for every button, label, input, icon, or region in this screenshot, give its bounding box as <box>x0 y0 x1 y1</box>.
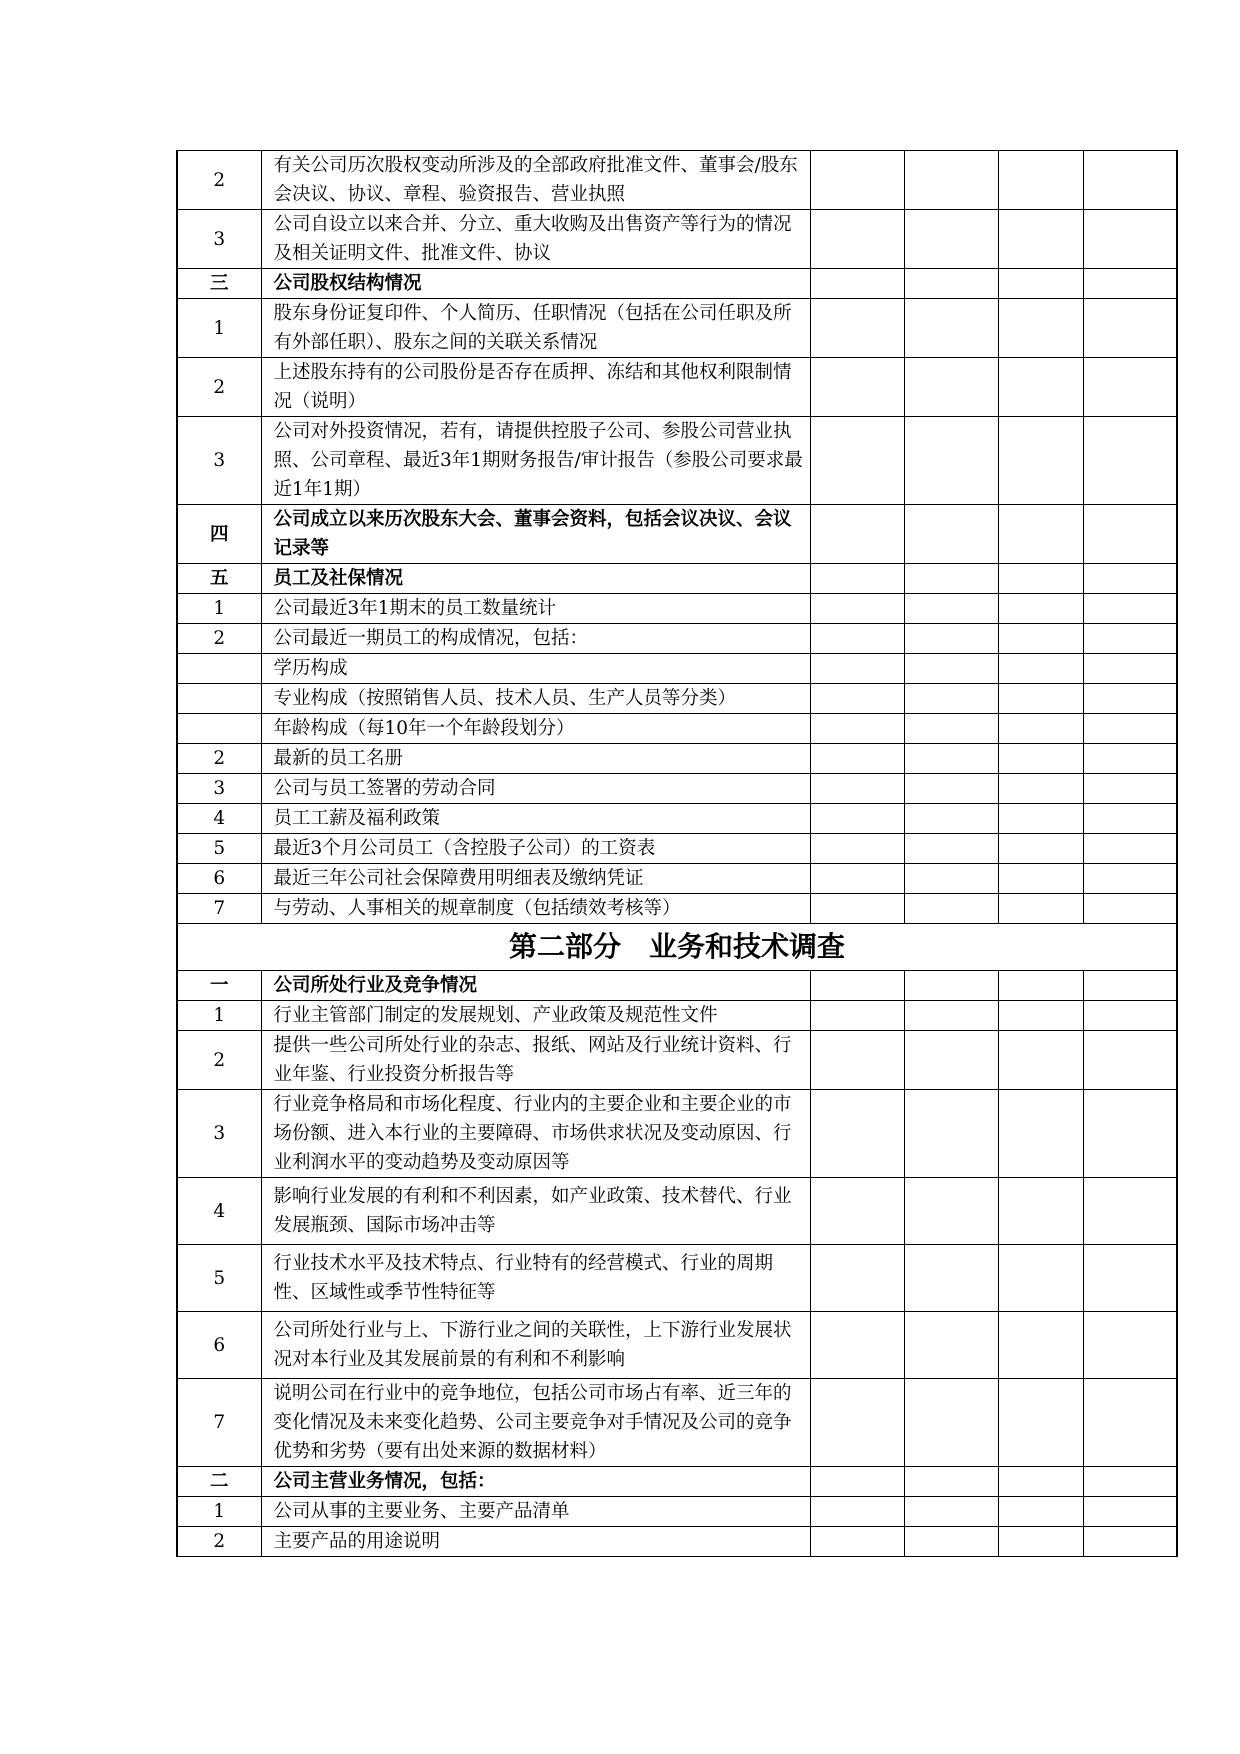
item-number: 5 <box>177 834 261 864</box>
table-row <box>177 1090 1177 1178</box>
part-title: 第二部分 业务和技术调查 <box>177 924 1177 971</box>
empty-cell <box>998 358 1083 417</box>
item-number: 7 <box>177 894 261 924</box>
table-row <box>177 594 1177 624</box>
empty-cell <box>810 358 904 417</box>
empty-cell <box>1083 894 1177 924</box>
item-number: 1 <box>177 1497 261 1527</box>
empty-cell <box>1083 774 1177 804</box>
empty-cell <box>810 1312 904 1379</box>
empty-cell <box>1083 804 1177 834</box>
item-text: 公司最近一期员工的构成情况，包括： <box>261 624 810 654</box>
empty-cell <box>998 1312 1083 1379</box>
empty-cell <box>904 358 998 417</box>
empty-cell <box>1083 1379 1177 1467</box>
item-number: 4 <box>177 804 261 834</box>
empty-cell <box>1083 1527 1177 1557</box>
item-number: 7 <box>177 1379 261 1467</box>
empty-cell <box>810 894 904 924</box>
item-number <box>177 714 261 744</box>
empty-cell <box>810 1245 904 1312</box>
empty-cell <box>810 654 904 684</box>
empty-cell <box>1083 1178 1177 1245</box>
item-number: 1 <box>177 1001 261 1031</box>
item-number: 6 <box>177 1312 261 1379</box>
item-text: 上述股东持有的公司股份是否存在质押、冻结和其他权利限制情况（说明） <box>261 358 810 417</box>
empty-cell <box>904 834 998 864</box>
item-text: 主要产品的用途说明 <box>261 1527 810 1557</box>
empty-cell <box>810 269 904 299</box>
empty-cell <box>904 1527 998 1557</box>
empty-cell <box>998 594 1083 624</box>
item-text: 影响行业发展的有利和不利因素，如产业政策、技术替代、行业发展瓶颈、国际市场冲击等 <box>261 1178 810 1245</box>
empty-cell <box>1083 299 1177 358</box>
empty-cell <box>904 1090 998 1178</box>
empty-cell <box>998 1031 1083 1090</box>
empty-cell <box>1083 714 1177 744</box>
empty-cell <box>810 1031 904 1090</box>
empty-cell <box>998 269 1083 299</box>
item-number: 2 <box>177 151 261 210</box>
empty-cell <box>904 1467 998 1497</box>
empty-cell <box>1083 594 1177 624</box>
item-number: 三 <box>177 269 261 299</box>
empty-cell <box>998 1245 1083 1312</box>
part-header-row <box>177 924 1177 971</box>
empty-cell <box>998 417 1083 505</box>
item-text: 行业技术水平及技术特点、行业特有的经营模式、行业的周期性、区域性或季节性特征等 <box>261 1245 810 1312</box>
item-text: 专业构成（按照销售人员、技术人员、生产人员等分类） <box>261 684 810 714</box>
item-text: 最近三年公司社会保障费用明细表及缴纳凭证 <box>261 864 810 894</box>
empty-cell <box>904 971 998 1001</box>
empty-cell <box>1083 684 1177 714</box>
item-number: 四 <box>177 505 261 564</box>
empty-cell <box>1083 1245 1177 1312</box>
empty-cell <box>1083 834 1177 864</box>
empty-cell <box>998 714 1083 744</box>
empty-cell <box>904 1312 998 1379</box>
empty-cell <box>998 564 1083 594</box>
table-row <box>177 1001 1177 1031</box>
document-table <box>176 150 1178 1557</box>
empty-cell <box>810 804 904 834</box>
section-title: 公司主营业务情况，包括： <box>261 1467 810 1497</box>
empty-cell <box>904 299 998 358</box>
item-number: 4 <box>177 1178 261 1245</box>
empty-cell <box>998 834 1083 864</box>
table-row <box>177 1379 1177 1467</box>
empty-cell <box>810 684 904 714</box>
item-number: 3 <box>177 774 261 804</box>
empty-cell <box>998 1527 1083 1557</box>
table-row <box>177 714 1177 744</box>
empty-cell <box>810 1527 904 1557</box>
empty-cell <box>904 269 998 299</box>
item-text: 行业竞争格局和市场化程度、行业内的主要企业和主要企业的市场份额、进入本行业的主要障碍、市场供求状况及变动原因、行业利润水平的变动趋势及变动原因等 <box>261 1090 810 1178</box>
table-row <box>177 1245 1177 1312</box>
empty-cell <box>1083 624 1177 654</box>
empty-cell <box>1083 864 1177 894</box>
empty-cell <box>998 971 1083 1001</box>
section-title: 公司股权结构情况 <box>261 269 810 299</box>
empty-cell <box>810 417 904 505</box>
empty-cell <box>810 299 904 358</box>
table-row <box>177 210 1177 269</box>
empty-cell <box>904 594 998 624</box>
table-row <box>177 417 1177 505</box>
table-row <box>177 1497 1177 1527</box>
empty-cell <box>904 744 998 774</box>
item-text: 最新的员工名册 <box>261 744 810 774</box>
empty-cell <box>810 1467 904 1497</box>
item-text: 说明公司在行业中的竞争地位，包括公司市场占有率、近三年的变化情况及未来变化趋势、公司主要竞争对手情况及公司的竞争优势和劣势（要有出处来源的数据材料） <box>261 1379 810 1467</box>
section-title: 员工及社保情况 <box>261 564 810 594</box>
empty-cell <box>810 1379 904 1467</box>
empty-cell <box>810 151 904 210</box>
item-text: 股东身份证复印件、个人简历、任职情况（包括在公司任职及所有外部任职）、股东之间的关联关系情况 <box>261 299 810 358</box>
empty-cell <box>998 1090 1083 1178</box>
empty-cell <box>1083 1001 1177 1031</box>
empty-cell <box>904 804 998 834</box>
empty-cell <box>1083 1090 1177 1178</box>
empty-cell <box>998 804 1083 834</box>
item-number: 2 <box>177 358 261 417</box>
empty-cell <box>1083 1312 1177 1379</box>
empty-cell <box>904 210 998 269</box>
empty-cell <box>904 684 998 714</box>
empty-cell <box>810 594 904 624</box>
empty-cell <box>904 894 998 924</box>
empty-cell <box>904 1178 998 1245</box>
item-text: 公司对外投资情况，若有，请提供控股子公司、参股公司营业执照、公司章程、最近3年1期财务报告/审计报告（参股公司要求最近1年1期） <box>261 417 810 505</box>
empty-cell <box>998 505 1083 564</box>
empty-cell <box>998 684 1083 714</box>
empty-cell <box>998 624 1083 654</box>
table-row <box>177 834 1177 864</box>
item-text: 公司从事的主要业务、主要产品清单 <box>261 1497 810 1527</box>
empty-cell <box>998 210 1083 269</box>
empty-cell <box>1083 1031 1177 1090</box>
empty-cell <box>810 1090 904 1178</box>
empty-cell <box>998 774 1083 804</box>
table-row <box>177 624 1177 654</box>
empty-cell <box>998 1497 1083 1527</box>
item-text: 与劳动、人事相关的规章制度（包括绩效考核等） <box>261 894 810 924</box>
item-number: 1 <box>177 594 261 624</box>
empty-cell <box>904 774 998 804</box>
table-row <box>177 1312 1177 1379</box>
section-row <box>177 1467 1177 1497</box>
item-number: 3 <box>177 1090 261 1178</box>
empty-cell <box>810 1001 904 1031</box>
empty-cell <box>998 1379 1083 1467</box>
empty-cell <box>1083 1497 1177 1527</box>
item-number: 2 <box>177 744 261 774</box>
item-text: 员工工薪及福利政策 <box>261 804 810 834</box>
empty-cell <box>904 1245 998 1312</box>
item-number <box>177 684 261 714</box>
empty-cell <box>810 210 904 269</box>
empty-cell <box>810 864 904 894</box>
empty-cell <box>810 774 904 804</box>
empty-cell <box>1083 505 1177 564</box>
item-number: 五 <box>177 564 261 594</box>
section-row <box>177 269 1177 299</box>
item-number: 2 <box>177 624 261 654</box>
empty-cell <box>998 654 1083 684</box>
item-number: 一 <box>177 971 261 1001</box>
empty-cell <box>1083 151 1177 210</box>
empty-cell <box>904 624 998 654</box>
empty-cell <box>1083 564 1177 594</box>
empty-cell <box>904 1379 998 1467</box>
empty-cell <box>904 654 998 684</box>
empty-cell <box>1083 971 1177 1001</box>
table-row <box>177 804 1177 834</box>
empty-cell <box>904 564 998 594</box>
empty-cell <box>904 417 998 505</box>
table-row <box>177 151 1177 210</box>
table-body <box>177 151 1177 1557</box>
item-number: 6 <box>177 864 261 894</box>
empty-cell <box>810 834 904 864</box>
table-row <box>177 654 1177 684</box>
empty-cell <box>1083 744 1177 774</box>
empty-cell <box>904 1497 998 1527</box>
empty-cell <box>998 744 1083 774</box>
empty-cell <box>810 564 904 594</box>
empty-cell <box>810 1497 904 1527</box>
empty-cell <box>998 1467 1083 1497</box>
item-number: 3 <box>177 417 261 505</box>
empty-cell <box>810 971 904 1001</box>
empty-cell <box>998 1001 1083 1031</box>
item-text: 最近3个月公司员工（含控股子公司）的工资表 <box>261 834 810 864</box>
item-text: 学历构成 <box>261 654 810 684</box>
empty-cell <box>904 1031 998 1090</box>
empty-cell <box>1083 269 1177 299</box>
table-row <box>177 774 1177 804</box>
section-row <box>177 505 1177 564</box>
empty-cell <box>904 1001 998 1031</box>
empty-cell <box>1083 210 1177 269</box>
empty-cell <box>998 864 1083 894</box>
empty-cell <box>998 299 1083 358</box>
item-text: 公司所处行业与上、下游行业之间的关联性，上下游行业发展状况对本行业及其发展前景的有利和不利影响 <box>261 1312 810 1379</box>
table-row <box>177 894 1177 924</box>
empty-cell <box>998 894 1083 924</box>
table-row <box>177 1178 1177 1245</box>
empty-cell <box>904 505 998 564</box>
item-text: 年龄构成（每10年一个年龄段划分） <box>261 714 810 744</box>
item-text: 公司与员工签署的劳动合同 <box>261 774 810 804</box>
empty-cell <box>810 624 904 654</box>
empty-cell <box>810 714 904 744</box>
empty-cell <box>810 505 904 564</box>
item-text: 行业主管部门制定的发展规划、产业政策及规范性文件 <box>261 1001 810 1031</box>
table-row <box>177 684 1177 714</box>
item-text: 提供一些公司所处行业的杂志、报纸、网站及行业统计资料、行业年鉴、行业投资分析报告等 <box>261 1031 810 1090</box>
empty-cell <box>998 151 1083 210</box>
empty-cell <box>904 864 998 894</box>
item-number: 5 <box>177 1245 261 1312</box>
item-number: 1 <box>177 299 261 358</box>
item-number: 3 <box>177 210 261 269</box>
item-text: 公司自设立以来合并、分立、重大收购及出售资产等行为的情况及相关证明文件、批准文件、协议 <box>261 210 810 269</box>
section-row <box>177 971 1177 1001</box>
table-row <box>177 744 1177 774</box>
empty-cell <box>1083 1467 1177 1497</box>
table-row <box>177 299 1177 358</box>
item-text: 有关公司历次股权变动所涉及的全部政府批准文件、董事会/股东会决议、协议、章程、验资报告、营业执照 <box>261 151 810 210</box>
empty-cell <box>904 151 998 210</box>
section-row <box>177 564 1177 594</box>
empty-cell <box>998 1178 1083 1245</box>
item-number <box>177 654 261 684</box>
empty-cell <box>1083 654 1177 684</box>
empty-cell <box>810 744 904 774</box>
item-text: 公司最近3年1期末的员工数量统计 <box>261 594 810 624</box>
item-number: 2 <box>177 1031 261 1090</box>
section-title: 公司所处行业及竞争情况 <box>261 971 810 1001</box>
table-row <box>177 864 1177 894</box>
empty-cell <box>1083 417 1177 505</box>
item-number: 二 <box>177 1467 261 1497</box>
empty-cell <box>810 1178 904 1245</box>
item-number: 2 <box>177 1527 261 1557</box>
section-title: 公司成立以来历次股东大会、董事会资料，包括会议决议、会议记录等 <box>261 505 810 564</box>
empty-cell <box>1083 358 1177 417</box>
empty-cell <box>904 714 998 744</box>
table-row <box>177 1031 1177 1090</box>
table-row <box>177 1527 1177 1557</box>
table-row <box>177 358 1177 417</box>
